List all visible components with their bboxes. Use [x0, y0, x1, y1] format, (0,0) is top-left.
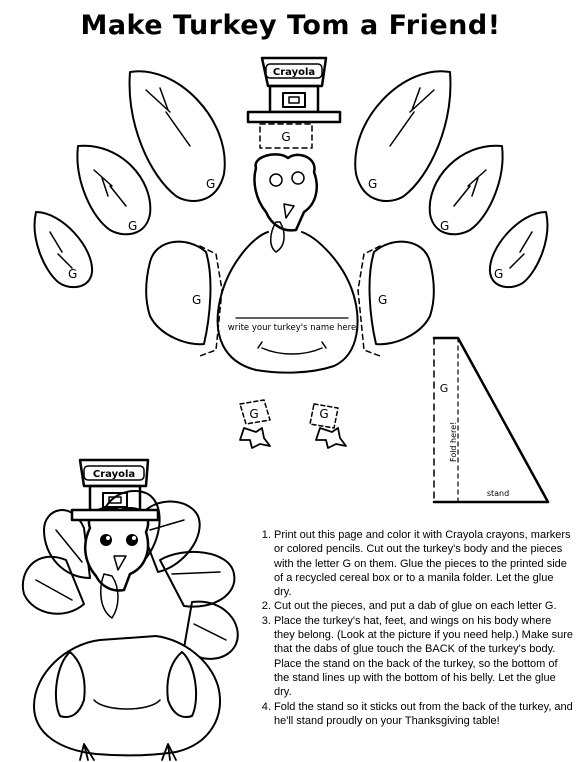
stand-letter: G	[439, 382, 449, 395]
instructions-list	[254, 528, 574, 728]
feather-letter: G	[206, 177, 216, 191]
hat-brand-label: Crayola	[272, 67, 316, 78]
left-wing-piece	[146, 242, 222, 356]
foot-letter: G	[319, 407, 329, 421]
right-wing-piece	[358, 242, 434, 356]
right-foot-piece	[310, 404, 346, 448]
hat-letter: G	[281, 130, 291, 144]
instruction-step: 4. Fold the stand so it sticks out from the back of the turkey, and he'll stand proudly on your Thanksgiving table!	[274, 700, 574, 729]
left-feathers	[35, 71, 225, 287]
feather-letter: G	[128, 219, 138, 233]
hat-piece	[248, 58, 340, 148]
foot-letter: G	[249, 407, 259, 421]
feather-letter: G	[368, 177, 378, 191]
name-line-label: write your turkey's name here	[227, 323, 357, 333]
feather-letter: G	[494, 267, 504, 281]
turkey-body-piece	[218, 154, 358, 372]
instruction-step: 3. Place the turkey's hat, feet, and wings on his body where they belong. (Look at the picture if you need help.) Make sure that the dabs of glue touch the BACK of the turkey's body. Place the stand on the back of the turkey, so the bottom of the stand lines up with the bottom of his belly. Let the glue dry.	[274, 614, 574, 700]
right-feathers	[355, 71, 547, 287]
left-foot-piece	[240, 400, 270, 448]
feather-letter: G	[440, 219, 450, 233]
stand-fold-label: Fold here!	[449, 421, 458, 462]
feather-letter: G	[68, 267, 78, 281]
stand-piece	[434, 338, 548, 502]
wing-letter: G	[378, 293, 388, 307]
example-hat-brand-label: Crayola	[92, 469, 136, 480]
assembled-turkey-example	[23, 460, 238, 760]
instruction-step: 2. Cut out the pieces, and put a dab of glue on each letter G.	[274, 599, 574, 613]
wing-letter: G	[192, 293, 202, 307]
stand-label: stand	[486, 489, 510, 498]
page-title: Make Turkey Tom a Friend!	[80, 10, 501, 41]
instruction-step: 1. Print out this page and color it with Crayola crayons, markers or colored pencils. Cut out the turkey's body and the pieces with the letter G on them. Glue the pieces to the printed side of a recycled cereal box or to a manila folder. Let the glue dry.	[274, 528, 574, 599]
